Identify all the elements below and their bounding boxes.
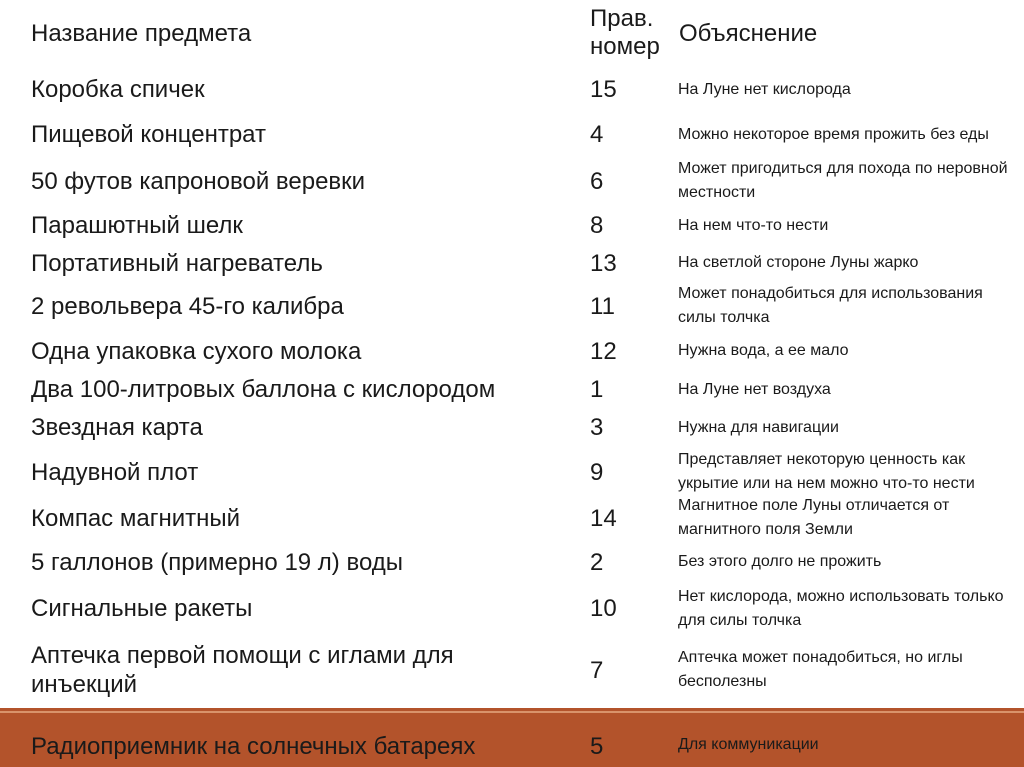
header-number: Прав. номер xyxy=(590,5,660,60)
row-name: Два 100-литровых баллона с кислородом xyxy=(31,376,496,403)
row-name: Радиоприемник на солнечных батареях xyxy=(31,733,476,760)
row-explanation: Можно некоторое время прожить без еды xyxy=(678,125,989,143)
row-number: 11 xyxy=(590,292,615,320)
row-explanation: Представляет некоторую ценность как укрытие или на нем можно что-то нести xyxy=(678,451,975,492)
row-explanation: На Луне нет воздуха xyxy=(678,380,831,398)
row-number: 15 xyxy=(590,76,617,103)
highlight-bar xyxy=(0,708,1024,767)
row-name: Аптечка первой помощи с иглами для инъекций xyxy=(31,642,454,698)
row-name: Надувной плот xyxy=(31,458,199,486)
row-explanation: На нем что-то нести xyxy=(678,216,829,234)
row-explanation: Может понадобиться для использования силы толчка xyxy=(678,285,983,326)
row-explanation: На Луне нет кислорода xyxy=(678,80,851,98)
row-explanation: Нужна для навигации xyxy=(678,418,839,436)
row-name: 50 футов капроновой веревки xyxy=(31,167,366,195)
row-name: Одна упаковка сухого молока xyxy=(31,337,362,365)
row-explanation: Может пригодиться для похода по неровной местности xyxy=(678,160,1008,201)
row-name: Портативный нагреватель xyxy=(31,249,323,277)
row-explanation: Без этого долго не прожить xyxy=(678,553,882,570)
row-number: 2 xyxy=(590,548,604,576)
row-number: 5 xyxy=(590,733,604,760)
row-explanation: Аптечка может понадобиться, но иглы бесполезны xyxy=(678,649,963,690)
row-number: 13 xyxy=(590,249,617,277)
row-number: 10 xyxy=(590,595,617,622)
row-explanation: На светлой стороне Луны жарко xyxy=(678,254,919,271)
row-explanation: Нет кислорода, можно использовать только для силы толчка xyxy=(678,587,1004,629)
row-name: Коробка спичек xyxy=(31,76,205,103)
bar-divider xyxy=(0,711,1024,713)
row-name: Звездная карта xyxy=(31,414,203,441)
row-name: Сигнальные ракеты xyxy=(31,595,253,622)
row-explanation: Для коммуникации xyxy=(678,736,819,753)
row-number: 3 xyxy=(590,414,604,441)
row-number: 14 xyxy=(590,504,617,532)
row-number: 1 xyxy=(590,376,604,403)
row-number: 6 xyxy=(590,167,604,195)
row-name: Пищевой концентрат xyxy=(31,121,266,148)
header-explanation: Объяснение xyxy=(679,19,818,47)
row-number: 8 xyxy=(590,212,604,239)
row-name: 5 галлонов (примерно 19 л) воды xyxy=(31,548,404,576)
row-number: 9 xyxy=(590,458,604,486)
row-number: 4 xyxy=(590,121,604,148)
row-number: 7 xyxy=(590,656,604,684)
row-explanation: Магнитное поле Луны отличается от магнитного поля Земли xyxy=(678,497,950,538)
row-name: Парашютный шелк xyxy=(31,212,243,239)
header-name: Название предмета xyxy=(31,19,252,47)
row-explanation: Нужна вода, а ее мало xyxy=(678,342,849,359)
row-name: 2 револьвера 45-го калибра xyxy=(31,292,344,320)
row-name: Компас магнитный xyxy=(31,504,241,532)
row-number: 12 xyxy=(590,337,617,365)
